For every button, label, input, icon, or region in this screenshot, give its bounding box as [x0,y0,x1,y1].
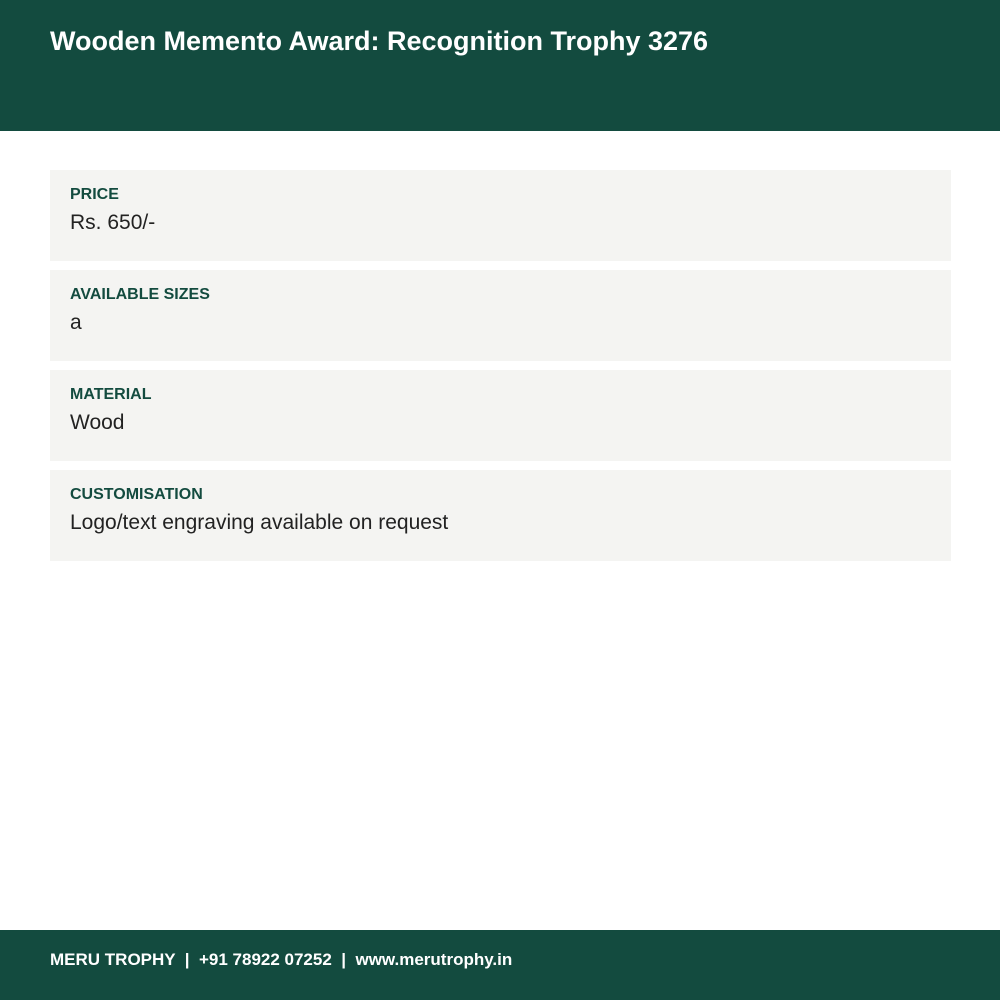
footer-phone: +91 78922 07252 [198,950,332,969]
material-card [50,370,951,461]
material-label: MATERIAL [70,386,152,403]
customisation-card [50,470,951,561]
product-details [50,170,951,570]
customisation-label: CUSTOMISATION [70,486,203,503]
header-bar [0,0,1000,131]
sizes-label: AVAILABLE SIZES [70,286,210,303]
material-value: Wood [70,411,125,434]
footer-website: www.merutrophy.in [355,950,513,969]
price-value: Rs. 650/- [70,211,156,234]
footer-separator: | [331,950,356,969]
footer-separator: | [175,950,199,969]
sizes-card [50,270,951,361]
price-card [50,170,951,261]
footer-bar [0,930,1000,1000]
customisation-value: Logo/text engraving available on request [70,511,449,534]
footer-contact-line [50,949,512,970]
sizes-value: a [70,311,82,334]
product-title: Wooden Memento Award: Recognition Trophy 3276 [50,26,709,56]
price-label: PRICE [70,186,119,203]
footer-brand: MERU TROPHY [50,950,176,969]
